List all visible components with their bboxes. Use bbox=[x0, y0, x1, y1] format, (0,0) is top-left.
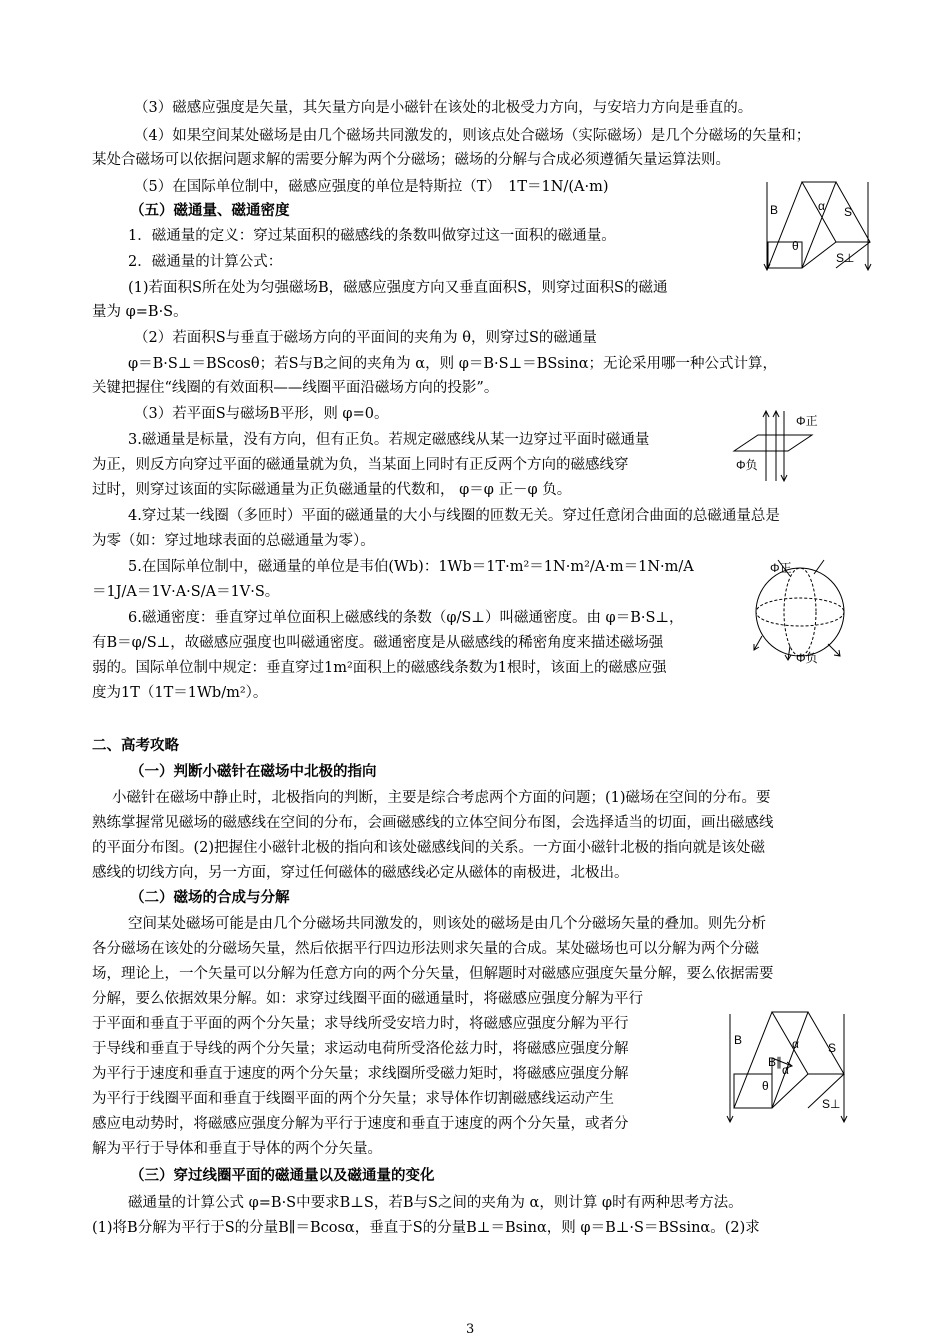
text-line: （4）如果空间某处磁场是由几个磁场共同激发的，则该点处合磁场（实际磁场）是几个分磁场的矢量和； bbox=[134, 128, 811, 144]
label-theta: θ bbox=[762, 1079, 769, 1093]
label-phi-positive: Φ正 bbox=[770, 561, 792, 575]
text-line: 解为平行于导体和垂直于导体的两个分矢量。 bbox=[92, 1141, 382, 1157]
text-line: 分解，要么依据效果分解。如：求穿过线圈平面的磁通量时，将磁感应强度分解为平行 bbox=[92, 991, 643, 1007]
label-S: S bbox=[844, 205, 853, 219]
text-line: 感线的切线方向，另一方面，穿过任何磁体的磁感线必定从磁体的南极进，北极出。 bbox=[92, 865, 629, 881]
figure-inclined-plane bbox=[762, 178, 874, 274]
text-line: 小磁针在磁场中静止时，北极指向的判断，主要是综合考虑两个方面的问题；(1)磁场在空间的分布。要 bbox=[112, 790, 771, 806]
text-line: 于导线和垂直于导线的两个分矢量；求运动电荷所受洛伦兹力时，将磁感应强度分解 bbox=[92, 1041, 629, 1057]
text-line: 熟练掌握常见磁场的磁感线在空间的分布，会画磁感线的立体空间分布图，会选择适当的切面，画出磁感线 bbox=[92, 815, 774, 831]
text-line: 过时，则穿过该面的实际磁通量为正负磁通量的代数和， φ＝φ 正－φ 负。 bbox=[92, 482, 572, 498]
section-heading: 二、高考攻略 bbox=[92, 738, 179, 754]
text-line: 为平行于速度和垂直于速度的两个分矢量；求线圈所受磁力矩时，将磁感应强度分解 bbox=[92, 1066, 629, 1082]
text-line: 场，理论上，一个矢量可以分解为任意方向的两个分矢量，但解题时对磁感应强度矢量分解，要么依据需要 bbox=[92, 966, 774, 982]
label-S-perp: S⊥ bbox=[836, 251, 855, 265]
text-line: 3.磁通量是标量，没有方向，但有正负。若规定磁感线从某一边穿过平面时磁通量 bbox=[128, 432, 650, 448]
text-line: (1)若面积S所在处为匀强磁场B，磁感应强度方向又垂直面积S，则穿过面积S的磁通 bbox=[128, 280, 668, 296]
text-line: 为零（如：穿过地球表面的总磁通量为零）。 bbox=[92, 533, 375, 549]
text-line: 为平行于线圈平面和垂直于线圈平面的两个分矢量；求导体作切割磁感线运动产生 bbox=[92, 1091, 614, 1107]
text-line: 感应电动势时，将磁感应强度分解为平行于速度和垂直于速度的两个分矢量，或者分 bbox=[92, 1116, 629, 1132]
figure-b-decomposition bbox=[726, 1004, 850, 1128]
label-phi-negative: Φ负 bbox=[736, 458, 758, 472]
text-line: 磁通量的计算公式 φ=B·S中要求B⊥S，若B与S之间的夹角为 α，则计算 φ时有两种思考方法。 bbox=[128, 1195, 743, 1211]
page-number: 3 bbox=[466, 1322, 475, 1337]
text-line: （3）磁感应强度是矢量，其矢量方向是小磁针在该处的北极受力方向，与安培力方向是垂直的。 bbox=[134, 100, 753, 116]
text-line: 度为1T（1T＝1Wb/m²）。 bbox=[92, 685, 268, 701]
text-line: 2．磁通量的计算公式： bbox=[128, 254, 283, 270]
text-line: ＝1J/A＝1V·A·S/A＝1V·S。 bbox=[92, 584, 280, 600]
subsection-heading: （一）判断小磁针在磁场中北极的指向 bbox=[130, 764, 377, 780]
subsection-heading: （三）穿过线圈平面的磁通量以及磁通量的变化 bbox=[130, 1168, 435, 1184]
text-line: （2）若面积S与垂直于磁场方向的平面间的夹角为 θ，则穿过S的磁通量 bbox=[134, 330, 597, 346]
label-theta: θ bbox=[792, 239, 799, 253]
label-alpha: α bbox=[818, 199, 825, 213]
text-line: 5.在国际单位制中，磁通量的单位是韦伯(Wb)：1Wb＝1T·m²＝1N·m²/A·m＝1N·m/A bbox=[128, 559, 694, 575]
figure-sphere bbox=[748, 556, 856, 668]
text-line: 量为 φ=B·S。 bbox=[92, 304, 188, 320]
label-phi-negative: Φ负 bbox=[796, 651, 818, 665]
text-line: 弱的。国际单位制中规定：垂直穿过1m²面积上的磁感线条数为1根时，该面上的磁感应强 bbox=[92, 660, 667, 676]
label-B: B bbox=[734, 1033, 743, 1047]
label-S: S bbox=[828, 1041, 837, 1055]
text-line: 的平面分布图。(2)把握住小磁针北极的指向和该处磁感线间的关系。一方面小磁针北极的指向就是该处磁 bbox=[92, 840, 766, 856]
text-line: φ＝B·S⊥＝BScosθ；若S与B之间的夹角为 α，则 φ＝B·S⊥＝BSsinα；无论采用哪一种公式计算， bbox=[128, 356, 777, 372]
label-alpha: α bbox=[792, 1037, 799, 1051]
text-line: 1．磁通量的定义：穿过某面积的磁感线的条数叫做穿过这一面积的磁通量。 bbox=[128, 228, 616, 244]
text-line: 4.穿过某一线圈（多匝时）平面的磁通量的大小与线圈的匝数无关。穿过任意闭合曲面的总磁通量总是 bbox=[128, 508, 780, 524]
text-line: 为正，则反方向穿过平面的磁通量就为负，当某面上同时有正反两个方向的磁感线穿 bbox=[92, 457, 629, 473]
text-line: 有B＝φ/S⊥，故磁感应强度也叫磁通密度。磁通密度是从磁感线的稀密角度来描述磁场强 bbox=[92, 635, 664, 651]
text-line: 于平面和垂直于平面的两个分矢量；求导线所受安培力时，将磁感应强度分解为平行 bbox=[92, 1016, 629, 1032]
label-S-perp: S⊥ bbox=[822, 1097, 841, 1111]
text-line: 6.磁通密度：垂直穿过单位面积上磁感线的条数（φ/S⊥）叫磁通密度。由 φ＝B·S⊥， bbox=[128, 610, 684, 626]
text-line: 某处合磁场可以依据问题求解的需要分解为两个分磁场；磁场的分解与合成必须遵循矢量运算法则。 bbox=[92, 152, 730, 168]
label-alpha-2: α bbox=[782, 1063, 789, 1077]
text-line: 空间某处磁场可能是由几个分磁场共同激发的，则该处的磁场是由几个分磁场矢量的叠加。则先分析 bbox=[128, 916, 766, 932]
text-line: 各分磁场在该处的分磁场矢量，然后依据平行四边形法则求矢量的合成。某处磁场也可以分解为两个分磁 bbox=[92, 941, 759, 957]
label-phi-positive: Φ正 bbox=[796, 414, 818, 428]
label-B-parallel: B∥ bbox=[768, 1055, 783, 1069]
text-line: (1)将B分解为平行于S的分量B∥＝Bcosα，垂直于S的分量B⊥＝Bsinα，则 φ＝B⊥·S＝BSsinα。(2)求 bbox=[92, 1220, 760, 1236]
label-B: B bbox=[770, 203, 779, 217]
text-line: 关键把握住“线圈的有效面积——线圈平面沿磁场方向的投影”。 bbox=[92, 380, 499, 396]
text-line: （5）在国际单位制中，磁感应强度的单位是特斯拉（T） 1T＝1N/(A·m) bbox=[134, 179, 609, 195]
figure-flux-plane bbox=[730, 405, 830, 485]
section-heading: （五）磁通量、磁通密度 bbox=[130, 203, 290, 219]
text-line: （3）若平面S与磁场B平形，则 φ=0。 bbox=[134, 406, 389, 422]
subsection-heading: （二）磁场的合成与分解 bbox=[130, 890, 290, 906]
